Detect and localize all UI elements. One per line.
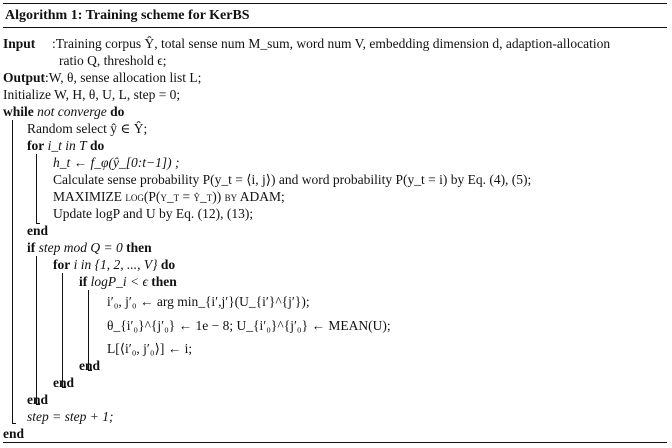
while-body-bar [12, 120, 13, 423]
if-then-keyword: then [126, 240, 152, 255]
input-line [3, 35, 610, 52]
end-while: end [3, 426, 25, 441]
theta-reset-line: θ_{i′₀}^{j′₀} ← 1e − 8; U_{i′₀}^{j′₀} ← MEAN(U); [107, 318, 391, 333]
for-keyword: for [27, 138, 45, 153]
output-line [3, 69, 201, 86]
input-keyword: Input [3, 36, 36, 51]
while-body-hook [12, 423, 16, 424]
for-time-line [27, 137, 104, 154]
top-rule [3, 3, 667, 4]
end-if-logp: end [79, 358, 101, 373]
while-do-keyword: do [110, 104, 125, 119]
bottom-rule [3, 442, 667, 443]
maximize-line: MAXIMIZE log(P(y_t = ŷ_t)) by ADAM; [53, 189, 285, 204]
for-word-condition: i in {1, 2, ..., V} [73, 257, 158, 272]
output-keyword: Output [3, 70, 46, 85]
for-time-condition: i_t in T [47, 138, 87, 153]
allocation-assign-line: L[⟨i′₀, j′₀⟩] ← i; [107, 341, 193, 356]
while-line [3, 103, 124, 120]
random-select-line: Random select ŷ ∈ Ŷ; [27, 121, 148, 136]
if-step-body-bar [36, 256, 37, 404]
initialize-line: Initialize W, H, θ, U, L, step = 0; [3, 87, 181, 102]
title-rule [3, 27, 667, 28]
argmin-line: i′₀, j′₀ ← arg min_{i′,j′}(U_{i′}^{j′}); [107, 294, 310, 309]
end-if-step: end [27, 392, 49, 407]
for-word-do-keyword: do [160, 257, 176, 272]
step-increment-line: step = step + 1; [27, 409, 114, 424]
for-word-line [53, 256, 175, 273]
for-word-body-bar [62, 273, 63, 387]
for-word-keyword: for [53, 257, 71, 272]
end-for-time: end [27, 223, 49, 238]
end-for-word: end [53, 375, 75, 390]
if-logp-then-keyword: then [151, 274, 177, 289]
update-line: Update logP and U by Eq. (12), (13); [53, 206, 254, 221]
algorithm-block [3, 3, 667, 443]
hidden-update-line: h_t ← f_φ(ŷ_[0:t−1]) ; [53, 155, 180, 170]
if-step-condition: step mod Q = 0 [38, 240, 123, 255]
output-text: :W, θ, sense allocation list L; [45, 70, 202, 85]
algorithm-title: Algorithm 1: Training scheme for KerBS [5, 8, 250, 23]
calculate-probability-line: Calculate sense probability P(y_t = ⟨i, j⟩) and word probability P(y_t = i) by Eq. (4), (5); [53, 172, 532, 187]
if-keyword: if [27, 240, 36, 255]
while-keyword: while [3, 104, 34, 119]
for-do-keyword: do [90, 138, 105, 153]
if-step-line [27, 239, 152, 256]
while-condition: not converge [37, 104, 107, 119]
if-logp-keyword: if [79, 274, 88, 289]
if-logp-line [79, 273, 177, 290]
if-logp-condition: logP_i < ϵ [90, 274, 148, 289]
input-text: :Training corpus Ŷ, total sense num M_sum, word num V, embedding dimension d, adaption-allocation [52, 36, 611, 51]
input-continuation: ratio Q, threshold ϵ; [59, 53, 167, 68]
for-time-body-bar [36, 154, 37, 223]
